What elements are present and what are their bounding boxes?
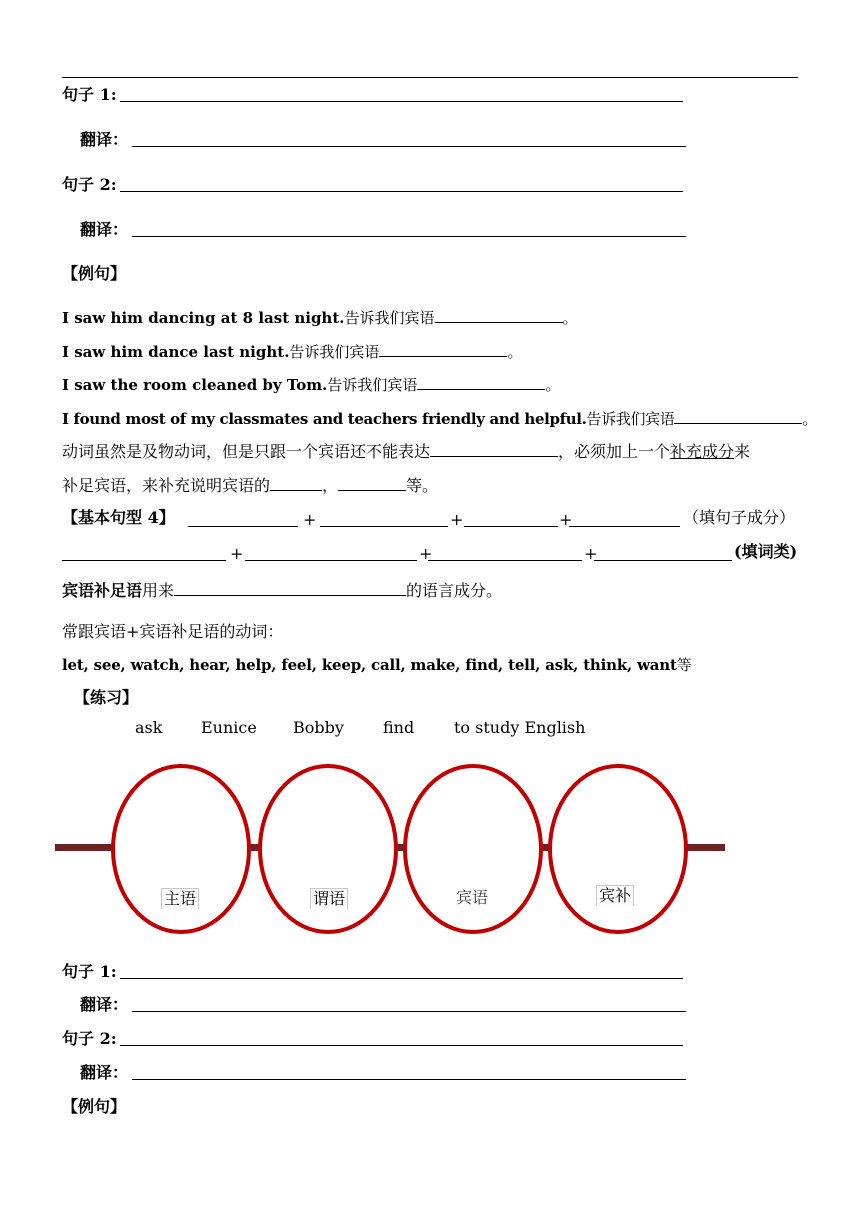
definition-term: 宾语补足语 [62, 581, 143, 600]
example-1-english: I saw him dancing at 8 last night. [62, 309, 345, 327]
bottom-translation-1-line[interactable] [132, 1011, 686, 1012]
bottom-examples-heading: 【例句】 [62, 1097, 127, 1116]
sentence-component-diagram [0, 750, 860, 950]
diagram-ring-object-complement [550, 766, 686, 932]
verbs-list: let, see, watch, hear, help, feel, keep, call, make, find, tell, ask, think, want [62, 656, 677, 674]
explanation-text-d: 补足宾语，来补充说明宾语的 [62, 476, 271, 495]
pattern-plus-3: + [559, 510, 573, 529]
explanation-text-e: 等。 [406, 476, 439, 495]
example-2-chinese: 告诉我们宾语 [289, 343, 380, 361]
pattern-blank-3[interactable] [464, 526, 558, 527]
diagram-label-predicate: 谓语 [310, 888, 348, 909]
pattern-plus-4: + [230, 544, 244, 563]
translation-2-line[interactable] [132, 236, 686, 237]
example-2-english: I saw him dance last night. [62, 343, 290, 361]
practice-word-find: find [383, 718, 415, 737]
pattern-blank-1[interactable] [188, 526, 298, 527]
pattern-blank-8[interactable] [594, 560, 732, 561]
sentence-2-label: 句子 2: [62, 175, 117, 194]
explanation-comma: ， [322, 476, 339, 495]
example-4-chinese: 告诉我们宾语 [586, 410, 675, 428]
example-3-english: I saw the room cleaned by Tom. [62, 376, 328, 394]
pattern-plus-5: + [419, 544, 433, 563]
practice-word-bobby: Bobby [293, 718, 344, 737]
explanation-line-2 [62, 475, 438, 496]
example-1-blank[interactable] [435, 307, 563, 323]
translation-1-line[interactable] [132, 146, 686, 147]
verbs-line [62, 655, 692, 675]
translation-2-label: 翻译： [80, 220, 129, 239]
pattern-blank-7[interactable] [428, 560, 582, 561]
definition-text-b: 的语言成分。 [406, 581, 503, 600]
practice-word-ask: ask [135, 718, 163, 737]
pattern-blank-6[interactable] [245, 560, 417, 561]
translation-1-label: 翻译： [80, 130, 129, 149]
top-rule [62, 77, 798, 78]
example-2-blank[interactable] [379, 341, 507, 357]
explanation-blank-1[interactable] [430, 441, 558, 457]
bottom-translation-2-line[interactable] [132, 1079, 686, 1080]
example-3 [62, 374, 560, 395]
pattern-plus-2: + [450, 510, 464, 529]
explanation-underlined-term: 补充成分 [670, 442, 735, 461]
bottom-sentence-2-line[interactable] [120, 1045, 683, 1046]
bottom-sentence-2-label: 句子 2: [62, 1029, 117, 1048]
bottom-sentence-1-line[interactable] [120, 978, 683, 979]
definition-blank[interactable] [174, 580, 406, 596]
bottom-sentence-1-label: 句子 1: [62, 962, 117, 981]
diagram-label-object-complement: 宾补 [596, 885, 634, 906]
bottom-translation-2-label: 翻译： [80, 1063, 129, 1082]
explanation-text-c: 来 [734, 442, 751, 461]
example-4-blank[interactable] [674, 408, 802, 424]
verbs-suffix: 等 [676, 656, 692, 674]
diagram-label-subject: 主语 [161, 888, 199, 909]
practice-word-to-study-english: to study English [454, 718, 586, 737]
explanation-text-a: 动词虽然是及物动词，但是只跟一个宾语还不能表达 [62, 442, 431, 461]
pattern-label: 【基本句型 4】 [62, 508, 175, 527]
pattern-blank-2[interactable] [320, 526, 448, 527]
sentence-1-label: 句子 1: [62, 85, 117, 104]
pattern-plus-1: + [303, 510, 317, 529]
example-1-chinese: 告诉我们宾语 [344, 309, 435, 327]
sentence-1-line[interactable] [120, 101, 683, 102]
pattern-blank-4[interactable] [569, 526, 680, 527]
pattern-blank-5[interactable] [62, 560, 226, 561]
example-2-end: 。 [507, 343, 523, 361]
sentence-2-line[interactable] [120, 191, 683, 192]
diagram-label-object: 宾语 [456, 888, 489, 907]
practice-word-eunice: Eunice [201, 718, 257, 737]
explanation-blank-3[interactable] [338, 475, 406, 491]
example-4-end: 。 [802, 410, 818, 428]
definition-line [62, 580, 502, 601]
example-3-end: 。 [545, 376, 561, 394]
example-2 [62, 341, 522, 362]
pattern-plus-6: + [584, 544, 598, 563]
example-4 [62, 408, 817, 429]
example-3-chinese: 告诉我们宾语 [327, 376, 418, 394]
example-1 [62, 307, 578, 328]
bottom-translation-1-label: 翻译： [80, 995, 129, 1014]
explanation-line-1 [62, 441, 750, 462]
example-1-end: 。 [562, 309, 578, 327]
pattern-fill-note: （填句子成分） [683, 508, 796, 527]
pattern-fill-note-2: (填词类) [734, 542, 798, 561]
example-3-blank[interactable] [417, 374, 545, 390]
definition-text-a: 用来 [142, 581, 175, 600]
practice-heading: 【练习】 [74, 688, 139, 707]
examples-heading: 【例句】 [62, 264, 127, 283]
example-4-english: I found most of my classmates and teachers friendly and helpful. [62, 410, 587, 428]
explanation-text-b: ，必须加上一个 [558, 442, 671, 461]
verbs-intro: 常跟宾语+宾语补足语的动词： [62, 622, 284, 641]
explanation-blank-2[interactable] [270, 475, 322, 491]
